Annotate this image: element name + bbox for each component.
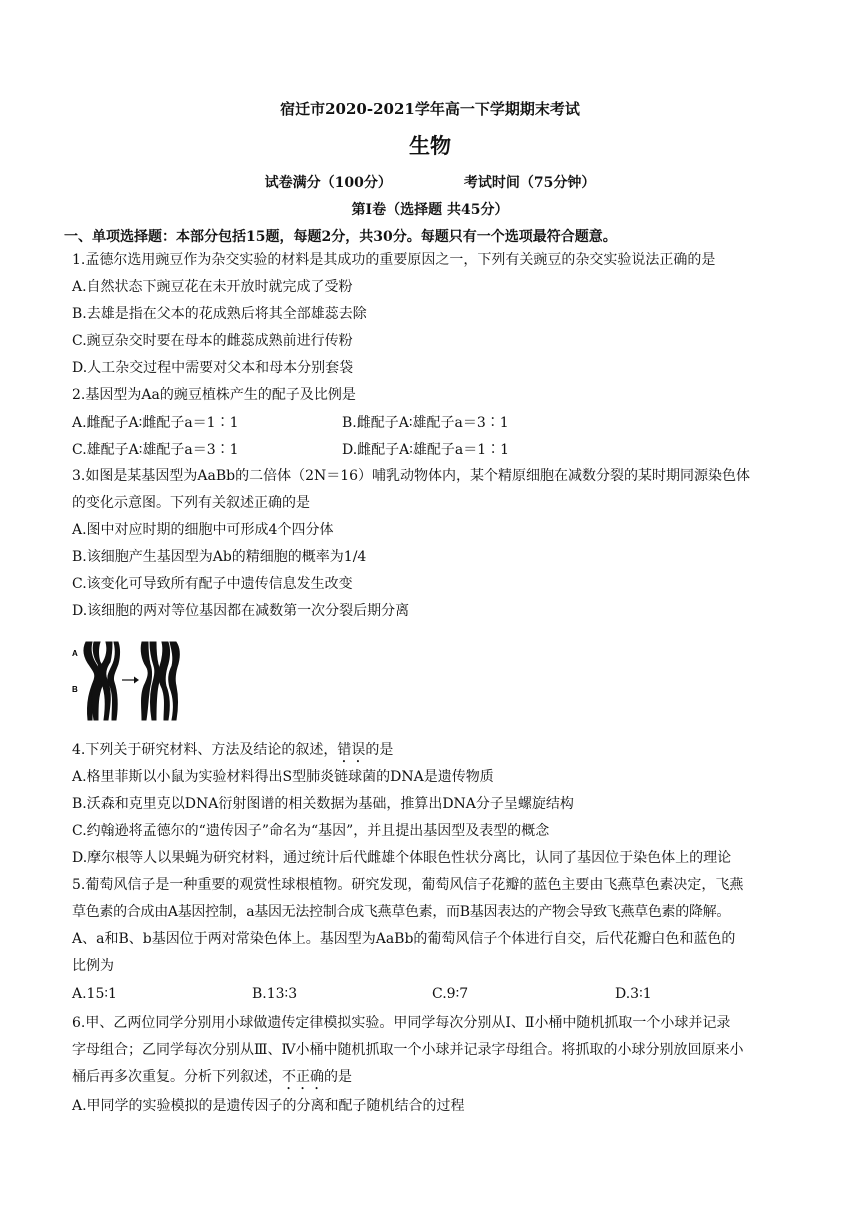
q6-stem-emphasis: 不正确 xyxy=(282,1069,324,1085)
chromosome-pair-after xyxy=(141,642,179,720)
q6-stem-line-2: 字母组合；乙同学每次分别从Ⅲ、Ⅳ小桶中随机抓取一个小球并记录字母组合。将抓取的小球分别放回原来小 xyxy=(72,1042,744,1058)
q5-stem-line-2: 草色素的合成由A基因控制，a基因无法控制合成飞燕草色素，而B基因表达的产物会导致飞燕草色素的降解。 xyxy=(72,904,731,920)
q1-option-d: D.人工杂交过程中需要对父本和母本分别套袋 xyxy=(72,360,354,376)
q4-option-d: D.摩尔根等人以果蝇为研究材料，通过统计后代雌雄个体眼色性状分离比，认同了基因位于染色体上的理论 xyxy=(72,850,732,866)
q3-option-d: D.该细胞的两对等位基因都在减数第一次分裂后期分离 xyxy=(72,603,410,619)
q5-option-a: A.15∶1 xyxy=(72,986,117,1002)
q3-option-c: C.该变化可导致所有配子中遗传信息发生改变 xyxy=(72,576,353,592)
q3-option-b: B.该细胞产生基因型为Ab的精细胞的概率为1/4 xyxy=(72,549,367,565)
q1-option-a: A.自然状态下豌豆花在未开放时就完成了受粉 xyxy=(72,279,353,295)
q4-option-b: B.沃森和克里克以DNA衍射图谱的相关数据为基础，推算出DNA分子呈螺旋结构 xyxy=(72,796,574,812)
q2-option-c: C.雄配子A∶雄配子a＝3∶1 xyxy=(72,442,239,458)
q2-option-d: D.雌配子A∶雄配子a＝1∶1 xyxy=(342,442,510,458)
figure-label-b: B xyxy=(72,685,78,694)
q1-option-c: C.豌豆杂交时要在母本的雌蕊成熟前进行传粉 xyxy=(72,333,353,349)
chromosome-pair-before xyxy=(84,642,120,720)
q1-stem: 1.孟德尔选用豌豆作为杂交实验的材料是其成功的重要原因之一，下列有关豌豆的杂交实验说法正确的是 xyxy=(72,252,716,268)
q2-option-a: A.雌配子A∶雌配子a＝1∶1 xyxy=(72,415,239,431)
q5-option-c: C.9∶7 xyxy=(432,986,469,1002)
full-score: 试卷满分（100分） xyxy=(264,175,392,191)
subject-title: 生物 xyxy=(409,133,451,158)
q6-stem-line-1: 6.甲、乙两位同学分别用小球做遗传定律模拟实验。甲同学每次分别从Ⅰ、Ⅱ小桶中随机抓取一个小球并记录 xyxy=(72,1015,731,1031)
q4-option-c: C.约翰逊将孟德尔的“遗传因子”命名为“基因”，并且提出基因型及表型的概念 xyxy=(72,823,550,839)
q6-option-a: A.甲同学的实验模拟的是遗传因子的分离和配子随机结合的过程 xyxy=(72,1098,465,1114)
q5-stem-line-1: 5.葡萄风信子是一种重要的观赏性球根植物。研究发现，葡萄风信子花瓣的蓝色主要由飞燕草色素决定，飞燕 xyxy=(72,877,744,893)
q5-option-b: B.13∶3 xyxy=(252,986,298,1002)
chromosome-figure xyxy=(72,636,184,728)
q3-option-a: A.图中对应时期的细胞中可形成4个四分体 xyxy=(72,522,334,538)
q2-option-b: B.雌配子A∶雄配子a＝3∶1 xyxy=(342,415,509,431)
q4-stem-text-1: 4.下列关于研究材料、方法及结论的叙述， xyxy=(72,742,338,758)
q3-stem-line-1: 3.如图是某基因型为AaBb的二倍体（2N＝16）哺乳动物体内，某个精原细胞在减数分裂的某时期同源染色体 xyxy=(72,468,751,484)
q6-stem-text-2: 的是 xyxy=(324,1069,352,1085)
duration: 考试时间（75分钟） xyxy=(463,175,596,191)
q3-stem-line-2: 的变化示意图。下列有关叙述正确的是 xyxy=(72,495,310,511)
q5-option-d: D.3∶1 xyxy=(615,986,652,1002)
q4-stem-emphasis: 错误 xyxy=(337,742,366,758)
q4-stem xyxy=(72,740,393,766)
q4-stem-text-2: 的是 xyxy=(365,742,394,758)
q6-stem-text-1: 桶后再多次重复。分析下列叙述， xyxy=(72,1069,282,1085)
q5-stem-line-3: A、a和B、b基因位于两对常染色体上。基因型为AaBb的葡萄风信子个体进行自交，后代花瓣白色和蓝色的 xyxy=(72,931,736,947)
q1-option-b: B.去雄是指在父本的花成熟后将其全部雄蕊去除 xyxy=(72,306,367,322)
exam-info xyxy=(0,172,860,192)
section-title: 一、单项选择题：本部分包括15题，每题2分，共30分。每题只有一个选项最符合题意。 xyxy=(64,229,617,245)
q2-stem: 2.基因型为Aa的豌豆植株产生的配子及比例是 xyxy=(72,387,356,403)
arrow-icon xyxy=(122,677,139,684)
part-title: 第Ⅰ卷（选择题 共45分） xyxy=(351,202,509,218)
q6-stem-line-3 xyxy=(72,1067,352,1093)
exam-title: 宿迁市2020-2021学年高一下学期期末考试 xyxy=(280,100,580,118)
q5-stem-line-4: 比例为 xyxy=(72,958,114,974)
figure-label-a: A xyxy=(72,649,78,658)
q4-option-a: A.格里菲斯以小鼠为实验材料得出S型肺炎链球菌的DNA是遗传物质 xyxy=(72,769,494,785)
